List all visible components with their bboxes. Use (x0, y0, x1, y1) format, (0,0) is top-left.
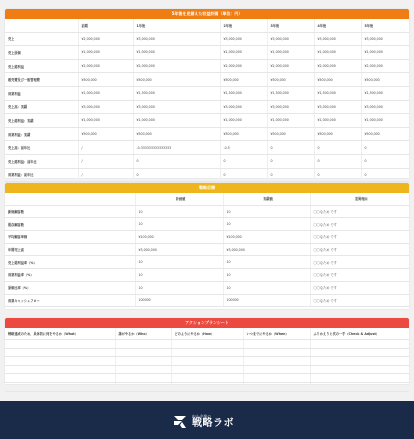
input-cell[interactable] (310, 365, 409, 374)
input-cell[interactable] (171, 357, 243, 366)
input-cell[interactable] (115, 374, 171, 383)
row-label: 年間売上高 (5, 243, 135, 256)
footer (0, 401, 414, 439)
table-row (5, 205, 409, 218)
input-cell[interactable] (5, 382, 115, 391)
table-cell: 0 (267, 154, 314, 168)
row-label: 売上高：実績 (5, 100, 78, 114)
table-cell: 10 (135, 281, 223, 294)
table-row (5, 256, 409, 269)
table-cell: 0 (361, 141, 409, 155)
table-cell: ¥3,000,000 (135, 243, 223, 256)
table-cell: ¥1,500,000 (361, 86, 409, 100)
input-cell[interactable] (5, 348, 115, 357)
column-header: ふりかえりと次の一手（Check & Adjust） (310, 328, 409, 340)
column-header: 戦略達成のため、具体的に何をやるか（What） (5, 328, 115, 340)
input-cell[interactable] (115, 382, 171, 391)
strategy-goal-table (5, 193, 409, 307)
table-cell: 0 (267, 141, 314, 155)
column-header: 5年後 (361, 19, 409, 32)
table-row (5, 114, 409, 128)
table-cell: ¥1,000,000 (220, 114, 267, 128)
table-cell: ¥1,500,000 (314, 86, 361, 100)
table-cell: 0 (133, 168, 220, 182)
table-cell: / (78, 168, 133, 182)
logo-subtitle: 中小企業の (192, 414, 211, 419)
column-header: 4年後 (314, 19, 361, 32)
table-cell: ¥3,000,000 (133, 100, 220, 114)
action-plan-header-row (5, 328, 409, 340)
input-cell[interactable] (171, 340, 243, 349)
table-cell: / (78, 154, 133, 168)
table-row (5, 382, 409, 391)
table-cell: ¥2,000,000 (78, 32, 133, 46)
table-cell: 〇〇なため です (310, 269, 409, 282)
table-cell: ¥1,000,000 (267, 114, 314, 128)
row-label: 販売費及び一般管理費 (5, 73, 78, 87)
input-cell[interactable] (310, 374, 409, 383)
table-row (5, 294, 409, 307)
column-header: 誰がやるか（Who） (115, 328, 171, 340)
table-row (5, 357, 409, 366)
input-cell[interactable] (310, 348, 409, 357)
table-row (5, 73, 409, 87)
table-cell: ¥1,000,000 (267, 46, 314, 60)
table-cell: ¥500,000 (361, 127, 409, 141)
table-cell: ¥1,000,000 (133, 46, 220, 60)
input-cell[interactable] (115, 340, 171, 349)
table-cell: 10 (223, 205, 310, 218)
input-cell[interactable] (243, 348, 310, 357)
table-cell: ¥3,000,000 (361, 32, 409, 46)
column-header: 差異理由 (310, 193, 409, 205)
table-cell: 〇〇なため です (310, 256, 409, 269)
table-cell: 0 (314, 141, 361, 155)
table-cell: 100000 (135, 294, 223, 307)
table-cell: -0.333333333333333 (133, 141, 220, 155)
table-cell: 〇〇なため です (310, 231, 409, 244)
table-cell: ¥1,500,000 (220, 86, 267, 100)
row-label: 原価比率（%） (5, 281, 135, 294)
table-row (5, 365, 409, 374)
column-header: 計画値 (135, 193, 223, 205)
table-cell: 10 (135, 205, 223, 218)
revenue-plan-title: 5年後を見据えた収益計画（単位：円） (5, 9, 409, 19)
strategy-goal-header-row (5, 193, 409, 205)
table-cell: 0 (361, 154, 409, 168)
table-cell: ¥500,000 (220, 73, 267, 87)
action-plan-title: アクションプランシート (5, 318, 409, 328)
column-header: 実績値 (223, 193, 310, 205)
input-cell[interactable] (5, 357, 115, 366)
table-cell: ¥500,000 (78, 127, 133, 141)
table-cell: ¥1,000,000 (78, 114, 133, 128)
column-header: 2年後 (220, 19, 267, 32)
strategy-goal-card (5, 183, 409, 309)
table-cell: 100000 (223, 294, 310, 307)
row-label: 新規顧客数 (5, 205, 135, 218)
table-cell: ¥3,000,000 (220, 100, 267, 114)
table-cell: ¥500,000 (267, 73, 314, 87)
table-row (5, 374, 409, 383)
table-cell: 〇〇なため です (310, 243, 409, 256)
table-cell: ¥500,000 (220, 127, 267, 141)
table-cell: ¥500,000 (133, 127, 220, 141)
input-cell[interactable] (171, 374, 243, 383)
input-cell[interactable] (243, 357, 310, 366)
input-cell[interactable] (243, 374, 310, 383)
table-row (5, 100, 409, 114)
column-header: いつまでにやるか（When） (243, 328, 310, 340)
input-cell[interactable] (171, 365, 243, 374)
table-cell: 〇〇なため です (310, 294, 409, 307)
table-cell: / (78, 141, 133, 155)
table-cell: 10 (223, 256, 310, 269)
table-cell: 10 (223, 269, 310, 282)
row-label: 売上総利益：前年比 (5, 154, 78, 168)
table-cell: ¥2,000,000 (220, 59, 267, 73)
row-label: 売上高：前年比 (5, 141, 78, 155)
table-cell: ¥500,000 (133, 73, 220, 87)
table-row (5, 281, 409, 294)
table-cell: ¥3,000,000 (133, 32, 220, 46)
table-cell: 10 (223, 281, 310, 294)
input-cell[interactable] (115, 365, 171, 374)
table-cell: ¥2,000,000 (267, 59, 314, 73)
table-cell: ¥1,000,000 (133, 114, 220, 128)
table-row (5, 154, 409, 168)
input-cell[interactable] (5, 365, 115, 374)
row-label: 既存顧客数 (5, 218, 135, 231)
column-header (5, 19, 78, 32)
action-plan-table (5, 328, 409, 392)
table-cell: 0 (267, 168, 314, 182)
table-cell: 0 (220, 154, 267, 168)
table-row (5, 32, 409, 46)
row-label: 営業利益 (5, 86, 78, 100)
row-label: 営業キャッシュフロー (5, 294, 135, 307)
input-cell[interactable] (243, 365, 310, 374)
table-cell: 〇〇なため です (310, 281, 409, 294)
column-header: 前期 (78, 19, 133, 32)
table-cell: ¥3,000,000 (267, 100, 314, 114)
table-cell: ¥3,000,000 (267, 32, 314, 46)
table-cell: 10 (135, 256, 223, 269)
row-label: 売上総利益：実績 (5, 114, 78, 128)
table-cell: 〇〇なため です (310, 218, 409, 231)
logo-title: 戦略ラボ (192, 418, 234, 429)
table-cell: 0 (361, 168, 409, 182)
table-cell: ¥500,000 (314, 127, 361, 141)
logo-mark-icon (173, 414, 187, 429)
table-row (5, 231, 409, 244)
table-cell: ¥500,000 (361, 73, 409, 87)
table-cell: ¥1,000,000 (78, 86, 133, 100)
column-header: 3年後 (267, 19, 314, 32)
table-cell: ¥1,000,000 (361, 114, 409, 128)
column-header: どのようにやるか（How） (171, 328, 243, 340)
table-cell: 10 (223, 218, 310, 231)
table-cell: 10 (135, 218, 223, 231)
table-cell: ¥3,000,000 (314, 32, 361, 46)
table-cell: ¥2,000,000 (361, 59, 409, 73)
row-label: 営業利益率（%） (5, 269, 135, 282)
input-cell[interactable] (310, 357, 409, 366)
table-cell: 0 (220, 168, 267, 182)
table-cell: ¥1,500,000 (267, 86, 314, 100)
brand-logo[interactable] (173, 414, 241, 431)
table-cell: ¥3,000,000 (361, 100, 409, 114)
table-row (5, 168, 409, 182)
table-cell: 0 (133, 154, 220, 168)
table-row (5, 46, 409, 60)
table-cell: 0 (314, 154, 361, 168)
row-label: 売上原価 (5, 46, 78, 60)
table-row (5, 141, 409, 155)
table-cell: ¥1,000,000 (78, 46, 133, 60)
table-row (5, 243, 409, 256)
table-cell: -0.5 (220, 141, 267, 155)
table-cell: ¥2,000,000 (314, 59, 361, 73)
table-cell: ¥2,000,000 (133, 59, 220, 73)
table-row (5, 218, 409, 231)
input-cell[interactable] (115, 348, 171, 357)
input-cell[interactable] (171, 348, 243, 357)
table-row (5, 127, 409, 141)
table-cell: 10 (135, 269, 223, 282)
table-cell: ¥1,000,000 (314, 114, 361, 128)
revenue-plan-table (5, 19, 409, 182)
table-cell: 〇〇なため です (310, 205, 409, 218)
input-cell[interactable] (115, 357, 171, 366)
column-header (5, 193, 135, 205)
table-row (5, 340, 409, 349)
row-label: 平均顧客単価 (5, 231, 135, 244)
table-row (5, 269, 409, 282)
table-row (5, 86, 409, 100)
table-row (5, 348, 409, 357)
input-cell[interactable] (171, 382, 243, 391)
input-cell[interactable] (5, 340, 115, 349)
table-cell: ¥3,000,000 (78, 100, 133, 114)
row-label: 売上総利益 (5, 59, 78, 73)
input-cell[interactable] (310, 340, 409, 349)
row-label: 売上 (5, 32, 78, 46)
column-header: 1年後 (133, 19, 220, 32)
table-cell: ¥500,000 (314, 73, 361, 87)
row-label: 営業利益：実績 (5, 127, 78, 141)
revenue-plan-card (5, 9, 409, 178)
table-cell: ¥1,000,000 (361, 46, 409, 60)
table-cell: ¥1,000,000 (314, 46, 361, 60)
table-cell: ¥1,500,000 (133, 86, 220, 100)
table-cell: ¥500,000 (78, 73, 133, 87)
table-cell: ¥100,000 (223, 231, 310, 244)
table-cell: ¥3,000,000 (220, 32, 267, 46)
input-cell[interactable] (310, 382, 409, 391)
input-cell[interactable] (5, 374, 115, 383)
revenue-plan-header-row (5, 19, 409, 32)
table-cell: ¥3,000,000 (314, 100, 361, 114)
row-label: 売上総利益率（%） (5, 256, 135, 269)
table-cell: ¥3,000,000 (223, 243, 310, 256)
input-cell[interactable] (243, 382, 310, 391)
input-cell[interactable] (243, 340, 310, 349)
table-cell: 0 (314, 168, 361, 182)
table-row (5, 59, 409, 73)
table-cell: ¥500,000 (267, 127, 314, 141)
table-cell: ¥100,000 (135, 231, 223, 244)
table-cell: ¥1,000,000 (220, 46, 267, 60)
row-label: 営業利益：前年比 (5, 168, 78, 182)
action-plan-card (5, 318, 409, 384)
strategy-goal-title: 戦略目標 (5, 183, 409, 193)
table-cell: ¥2,000,000 (78, 59, 133, 73)
